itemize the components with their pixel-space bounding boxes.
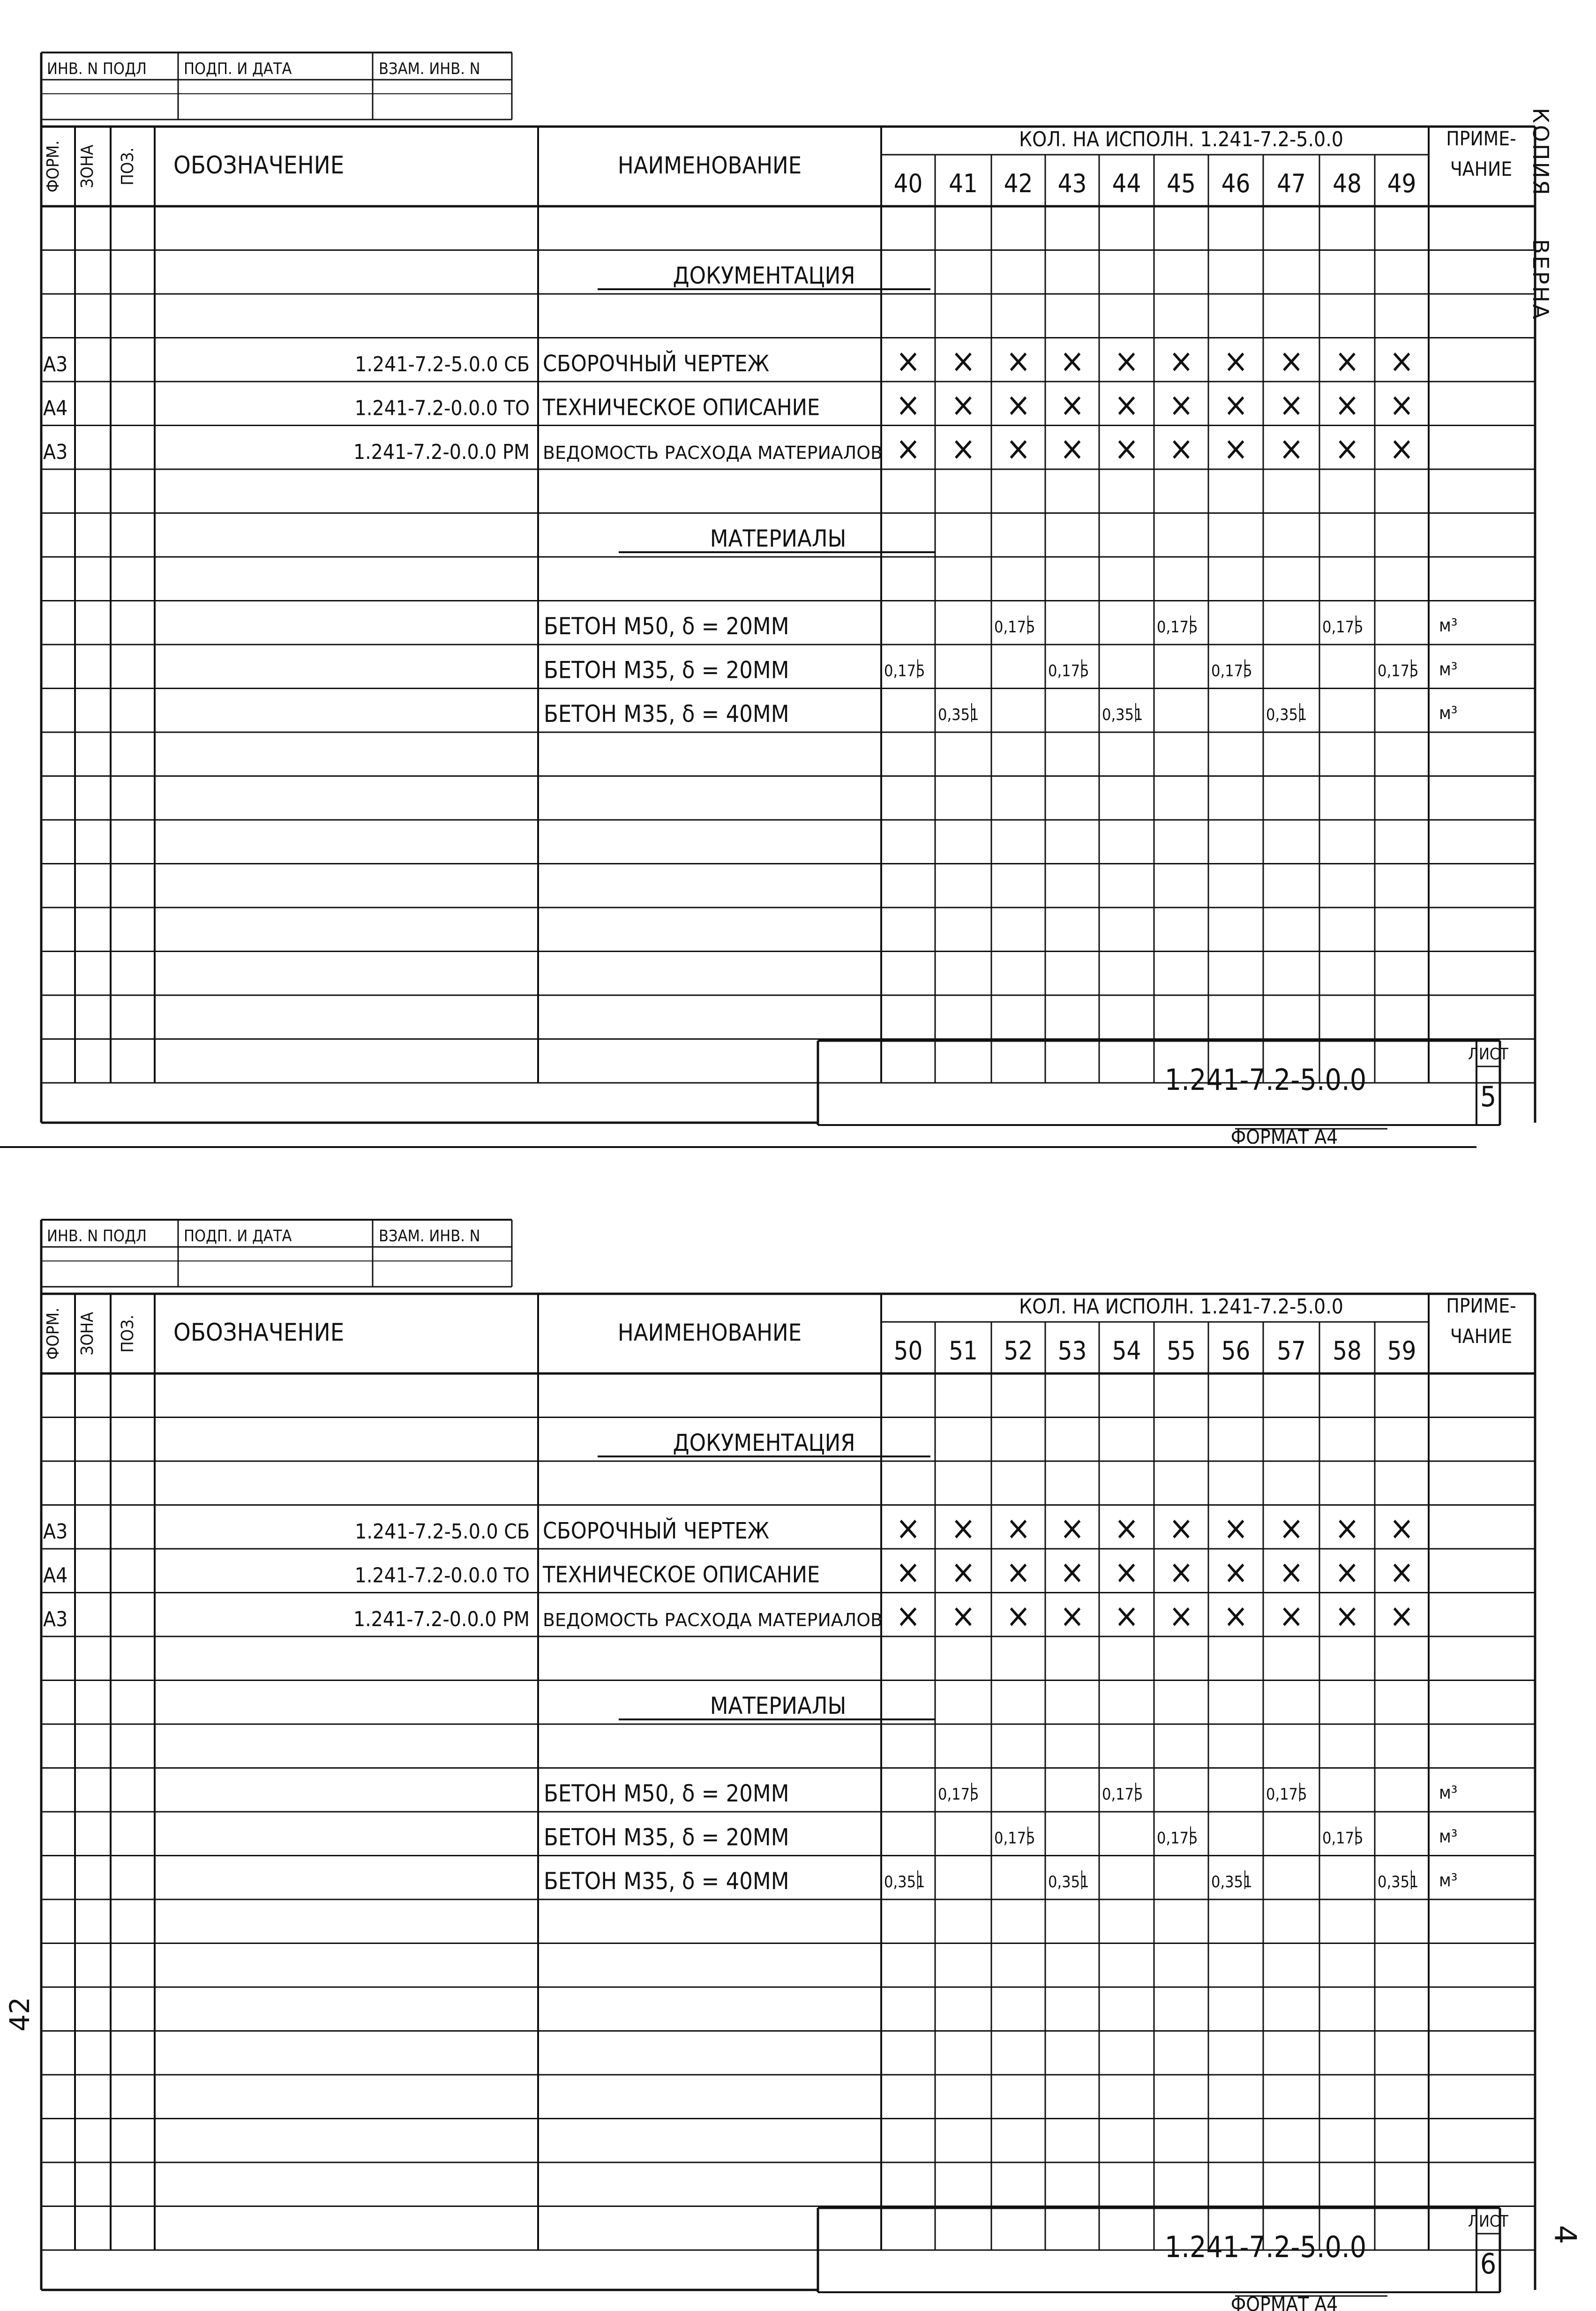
stamp-replace-label: ВЗАМ. ИНВ. N [379,60,480,78]
doc-mark-1-0: × [896,1553,921,1591]
doc-mark-0-3: × [1060,1509,1085,1547]
doc-mark-1-8: × [1334,1553,1360,1591]
variant-number-47: 47 [1277,169,1306,198]
variant-number-46: 46 [1221,169,1251,198]
title-block-doc-code: 1.241-7.2-5.0.0 [1164,2230,1367,2264]
col-designation-header: ОБОЗНАЧЕНИЕ [173,151,345,180]
doc-mark-2-8: × [1334,1597,1360,1635]
doc-mark-2-7: × [1279,1597,1304,1635]
material-name-0: БЕТОН М50, δ = 20ММ [544,1780,789,1807]
stamp-replace-label: ВЗАМ. ИНВ. N [379,1227,480,1246]
variant-number-42: 42 [1004,169,1033,198]
doc-mark-2-5: × [1169,429,1194,468]
material-value-1-3: 0,175 [1048,661,1089,681]
doc-mark-0-5: × [1169,1509,1194,1547]
col-form-header: ФОРМ. [44,1307,63,1360]
material-value-1-0: 0,175 [884,661,925,681]
material-unit-1: м³ [1439,1826,1458,1847]
section-docs-title: ДОКУМЕНТАЦИЯ [673,262,855,289]
material-value-0-2: 0,175 [994,618,1035,637]
variant-number-43: 43 [1057,169,1087,198]
variant-number-50: 50 [893,1336,923,1366]
material-value-1-2: 0,175 [994,1829,1035,1848]
doc-mark-2-9: × [1389,1597,1414,1635]
copy-stamp-word2: ВЕРНА [1528,239,1553,321]
doc-mark-0-6: × [1223,1509,1248,1547]
material-unit-1: м³ [1439,659,1458,680]
doc-mark-0-4: × [1114,342,1139,380]
col-designation-header: ОБОЗНАЧЕНИЕ [173,1319,345,1347]
doc-mark-2-2: × [1006,429,1031,468]
section-materials-title: МАТЕРИАЛЫ [710,525,847,552]
doc-mark-1-5: × [1169,385,1194,424]
format-label: ФОРМАТ А4 [1230,2293,1338,2311]
doc-form-1: А4 [43,396,68,420]
spec-table-2 [0,1167,1596,2311]
material-value-1-8: 0,175 [1322,1829,1364,1848]
material-value-2-4: 0,351 [1102,705,1143,724]
doc-designation-0: 1.241-7.2-5.0.0 СБ [355,1520,530,1544]
doc-mark-1-1: × [951,385,976,424]
material-value-1-6: 0,175 [1211,661,1252,681]
doc-mark-1-6: × [1223,1553,1248,1591]
variant-number-56: 56 [1221,1336,1251,1366]
material-value-0-4: 0,175 [1102,1785,1143,1804]
doc-mark-1-7: × [1279,1553,1304,1591]
variant-number-49: 49 [1387,169,1416,198]
stamp-sign-label: ПОДП. И ДАТА [184,1227,292,1246]
doc-mark-1-8: × [1334,385,1360,424]
variant-number-48: 48 [1333,169,1362,198]
doc-mark-1-4: × [1114,1553,1139,1591]
doc-mark-0-8: × [1334,342,1360,380]
doc-name-1: ТЕХНИЧЕСКОЕ ОПИСАНИЕ [543,394,820,421]
doc-mark-2-1: × [951,429,976,468]
variant-number-52: 52 [1004,1336,1033,1366]
sheet-number: 6 [1480,2248,1497,2281]
stamp-inv-label: ИНВ. N ПОДЛ [47,1227,147,1246]
doc-designation-2: 1.241-7.2-0.0.0 РМ [353,1607,530,1631]
material-name-2: БЕТОН М35, δ = 40ММ [544,1868,789,1895]
doc-name-0: СБОРОЧНЫЙ ЧЕРТЕЖ [543,1518,770,1544]
page-corner-number: 42 [4,1997,36,2032]
col-note-header: ПРИМЕ- [1446,127,1516,150]
stamp-inv-label: ИНВ. N ПОДЛ [47,60,147,78]
spec-table-1 [0,0,1596,1144]
doc-name-2: ВЕДОМОСТЬ РАСХОДА МАТЕРИАЛОВ [543,443,883,463]
material-value-2-0: 0,351 [884,1873,925,1891]
material-name-1: БЕТОН М35, δ = 20ММ [544,656,789,684]
col-pos-header: ПОЗ. [118,147,137,186]
col-pos-header: ПОЗ. [118,1314,137,1353]
doc-name-2: ВЕДОМОСТЬ РАСХОДА МАТЕРИАЛОВ [543,1610,883,1630]
doc-designation-0: 1.241-7.2-5.0.0 СБ [355,353,530,376]
doc-mark-0-2: × [1006,342,1031,380]
variant-number-57: 57 [1277,1336,1306,1366]
doc-mark-1-4: × [1114,385,1139,424]
stamp-sign-label: ПОДП. И ДАТА [184,60,292,78]
doc-mark-0-6: × [1223,342,1248,380]
variant-number-51: 51 [949,1336,978,1366]
section-materials-title: МАТЕРИАЛЫ [710,1692,847,1719]
doc-mark-2-1: × [951,1597,976,1635]
doc-mark-1-2: × [1006,1553,1031,1591]
copy-stamp-word1: КОПИЯ [1528,108,1553,197]
doc-mark-0-3: × [1060,342,1085,380]
doc-mark-0-4: × [1114,1509,1139,1547]
doc-mark-1-0: × [896,385,921,424]
material-value-0-7: 0,175 [1266,1785,1307,1804]
doc-mark-1-1: × [951,1553,976,1591]
variant-number-54: 54 [1112,1336,1141,1366]
doc-mark-2-7: × [1279,429,1304,468]
doc-mark-1-2: × [1006,385,1031,424]
doc-mark-0-7: × [1279,1509,1304,1547]
corner-sheet-marker: 4 [1547,2225,1582,2244]
qty-header: КОЛ. НА ИСПОЛН. 1.241-7.2-5.0.0 [1019,128,1343,151]
doc-name-1: ТЕХНИЧЕСКОЕ ОПИСАНИЕ [543,1561,820,1588]
doc-mark-0-0: × [896,1509,921,1547]
material-value-2-6: 0,351 [1211,1873,1252,1891]
doc-mark-1-7: × [1279,385,1304,424]
material-value-2-7: 0,351 [1266,705,1307,724]
qty-header: КОЛ. НА ИСПОЛН. 1.241-7.2-5.0.0 [1019,1295,1343,1319]
doc-mark-1-5: × [1169,1553,1194,1591]
variant-number-40: 40 [893,169,923,198]
doc-mark-0-7: × [1279,342,1304,380]
doc-mark-0-5: × [1169,342,1194,380]
doc-mark-1-3: × [1060,385,1085,424]
doc-mark-0-9: × [1389,1509,1414,1547]
format-label: ФОРМАТ А4 [1230,1125,1338,1144]
doc-mark-2-6: × [1223,429,1248,468]
doc-mark-2-0: × [896,1597,921,1635]
sheet-label: ЛИСТ [1468,2212,1508,2231]
material-value-2-3: 0,351 [1048,1873,1089,1891]
material-value-1-9: 0,175 [1378,661,1419,681]
spec-sheet-page-1 [0,0,1596,1144]
doc-mark-2-8: × [1334,429,1360,468]
doc-form-0: А3 [43,353,68,376]
col-zone-header: ЗОНА [78,1312,97,1356]
doc-designation-2: 1.241-7.2-0.0.0 РМ [353,440,530,464]
material-value-2-9: 0,351 [1378,1873,1419,1891]
variant-number-59: 59 [1387,1336,1416,1366]
material-value-0-8: 0,175 [1322,618,1364,637]
doc-form-2: А3 [43,440,68,464]
doc-mark-2-3: × [1060,429,1085,468]
doc-mark-2-3: × [1060,1597,1085,1635]
material-unit-2: м³ [1439,1870,1458,1891]
doc-designation-1: 1.241-7.2-0.0.0 ТО [354,1563,530,1588]
title-block-doc-code: 1.241-7.2-5.0.0 [1164,1063,1367,1097]
doc-mark-2-4: × [1114,429,1139,468]
doc-mark-0-1: × [951,1509,976,1547]
doc-mark-1-3: × [1060,1553,1085,1591]
doc-mark-1-6: × [1223,385,1248,424]
doc-mark-2-6: × [1223,1597,1248,1635]
material-value-1-5: 0,175 [1157,1829,1198,1848]
spec-sheet-page-2 [0,1167,1596,2311]
doc-mark-2-9: × [1389,429,1414,468]
section-docs-title: ДОКУМЕНТАЦИЯ [673,1429,855,1456]
doc-mark-1-9: × [1389,1553,1414,1591]
col-name-header: НАИМЕНОВАНИЕ [617,152,802,179]
doc-name-0: СБОРОЧНЫЙ ЧЕРТЕЖ [543,351,770,377]
material-value-2-1: 0,351 [938,705,979,724]
doc-form-1: А4 [43,1563,68,1588]
doc-mark-1-9: × [1389,385,1414,424]
material-unit-2: м³ [1439,703,1458,723]
variant-number-55: 55 [1167,1336,1196,1366]
col-note-header: ПРИМЕ- [1446,1294,1516,1317]
doc-mark-0-0: × [896,342,921,380]
doc-mark-0-9: × [1389,342,1414,380]
material-value-0-5: 0,175 [1157,618,1198,637]
variant-number-58: 58 [1333,1336,1362,1366]
col-note-header-2: ЧАНИЕ [1450,1325,1513,1348]
material-unit-0: м³ [1439,1782,1458,1803]
sheet-number: 5 [1480,1080,1497,1113]
material-name-0: БЕТОН М50, δ = 20ММ [544,613,789,640]
material-value-0-1: 0,175 [938,1785,979,1804]
col-form-header: ФОРМ. [44,140,63,193]
doc-mark-0-8: × [1334,1509,1360,1547]
variant-number-45: 45 [1167,169,1196,198]
material-name-1: БЕТОН М35, δ = 20ММ [544,1823,789,1851]
doc-mark-2-2: × [1006,1597,1031,1635]
doc-mark-0-1: × [951,342,976,380]
doc-designation-1: 1.241-7.2-0.0.0 ТО [354,396,530,420]
variant-number-41: 41 [949,169,978,198]
sheet-label: ЛИСТ [1468,1045,1508,1064]
sheet-separator [0,1146,1476,1148]
doc-form-0: А3 [43,1520,68,1544]
doc-mark-2-0: × [896,429,921,468]
doc-mark-0-2: × [1006,1509,1031,1547]
doc-mark-2-4: × [1114,1597,1139,1635]
col-note-header-2: ЧАНИЕ [1450,158,1513,180]
doc-form-2: А3 [43,1607,68,1631]
material-unit-0: м³ [1439,615,1458,636]
variant-number-53: 53 [1057,1336,1087,1366]
material-name-2: БЕТОН М35, δ = 40ММ [544,700,789,728]
variant-number-44: 44 [1112,169,1141,198]
col-zone-header: ЗОНА [78,144,97,188]
col-name-header: НАИМЕНОВАНИЕ [617,1319,802,1346]
doc-mark-2-5: × [1169,1597,1194,1635]
